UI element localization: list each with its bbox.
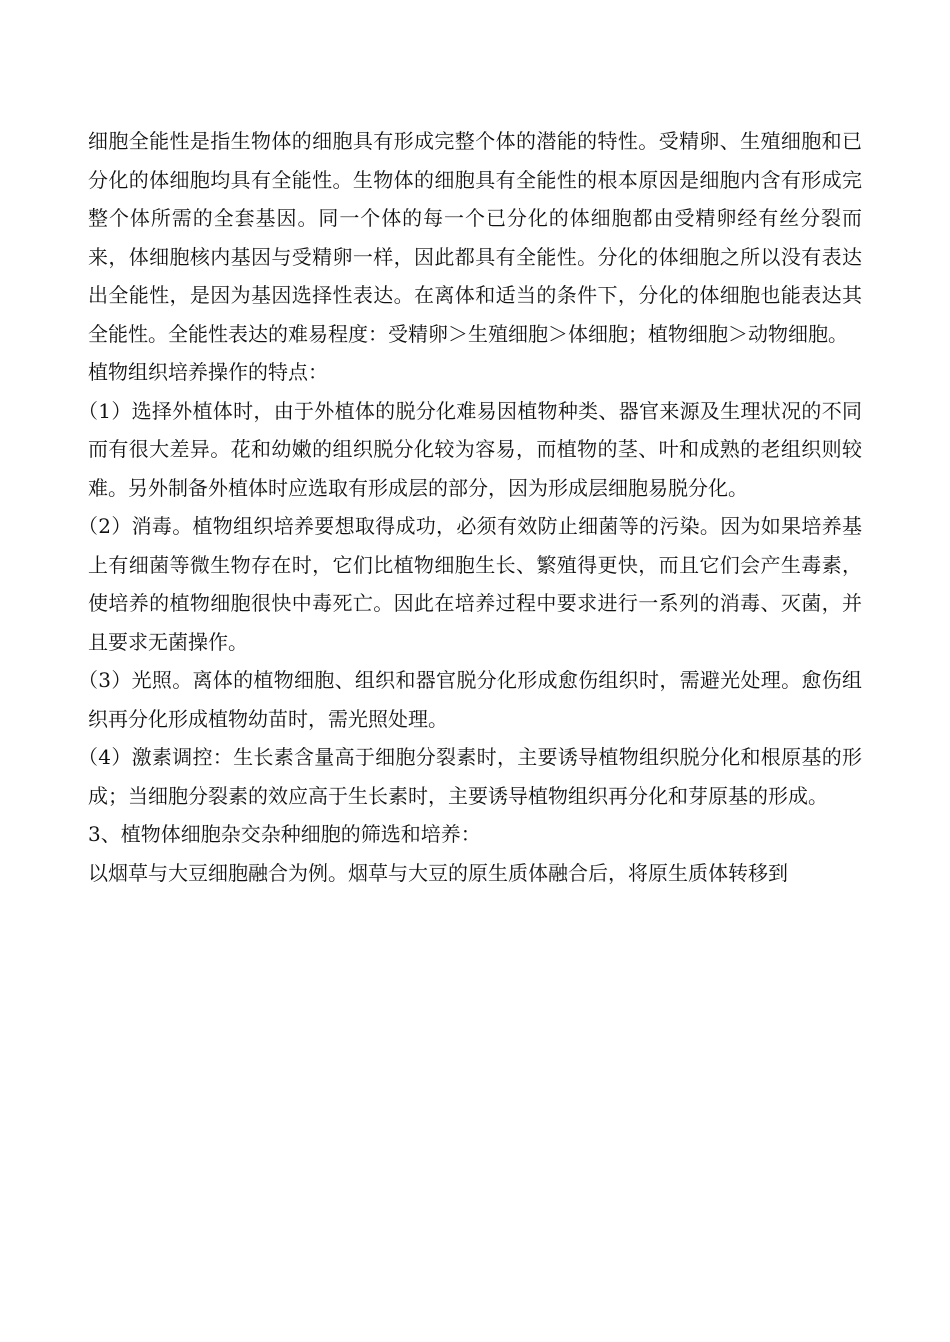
paragraph-illumination: （3）光照。离体的植物细胞、组织和器官脱分化形成愈伤组织时，需避光处理。愈伤组织再分化形成植物幼苗时，需光照处理。 [78,668,862,731]
paragraph-hormone-regulation: （4）激素调控：生长素含量高于细胞分裂素时，主要诱导植物组织脱分化和根原基的形成；当细胞分裂素的效应高于生长素时，主要诱导植物组织再分化和芽原基的形成。 [78,745,862,808]
paragraph-totipotency: 细胞全能性是指生物体的细胞具有形成完整个体的潜能的特性。受精卵、生殖细胞和已分化的体细胞均具有全能性。生物体的细胞具有全能性的根本原因是细胞内含有形成完整个体所需的全套基因。同一个体的每一个已分化的体细胞都由受精卵经有丝分裂而来，体细胞核内基因与受精卵一样，因此都具有全能性。分化的体细胞之所以没有表达出全能性，是因为基因选择性表达。在离体和适当的条件下，分化的体细胞也能表达其全能性。全能性表达的难易程度：受精卵＞生殖细胞＞体细胞；植物细胞＞动物细胞。 [88,129,862,346]
heading-tissue-culture-features: 植物组织培养操作的特点： [88,360,328,384]
paragraph-explant-selection: （1）选择外植体时，由于外植体的脱分化难易因植物种类、器官来源及生理状况的不同而有很大差异。花和幼嫩的组织脱分化较为容易，而植物的茎、叶和成熟的老组织则较难。另外制备外植体时应选取有形成层的部分，因为形成层细胞易脱分化。 [78,398,862,500]
document-body [78,122,862,892]
paragraph-tobacco-soybean-fusion: 以烟草与大豆细胞融合为例。烟草与大豆的原生质体融合后，将原生质体转移到 [88,860,788,885]
paragraph-disinfection: （2）消毒。植物组织培养要想取得成功，必须有效防止细菌等的污染。因为如果培养基上有细菌等微生物存在时，它们比植物细胞生长、繁殖得更快，而且它们会产生毒素，使培养的植物细胞很快中毒死亡。因此在培养过程中要求进行一系列的消毒、灭菌，并且要求无菌操作。 [78,514,862,654]
heading-hybrid-cell-screening: 3、植物体细胞杂交杂种细胞的筛选和培养： [88,822,481,846]
